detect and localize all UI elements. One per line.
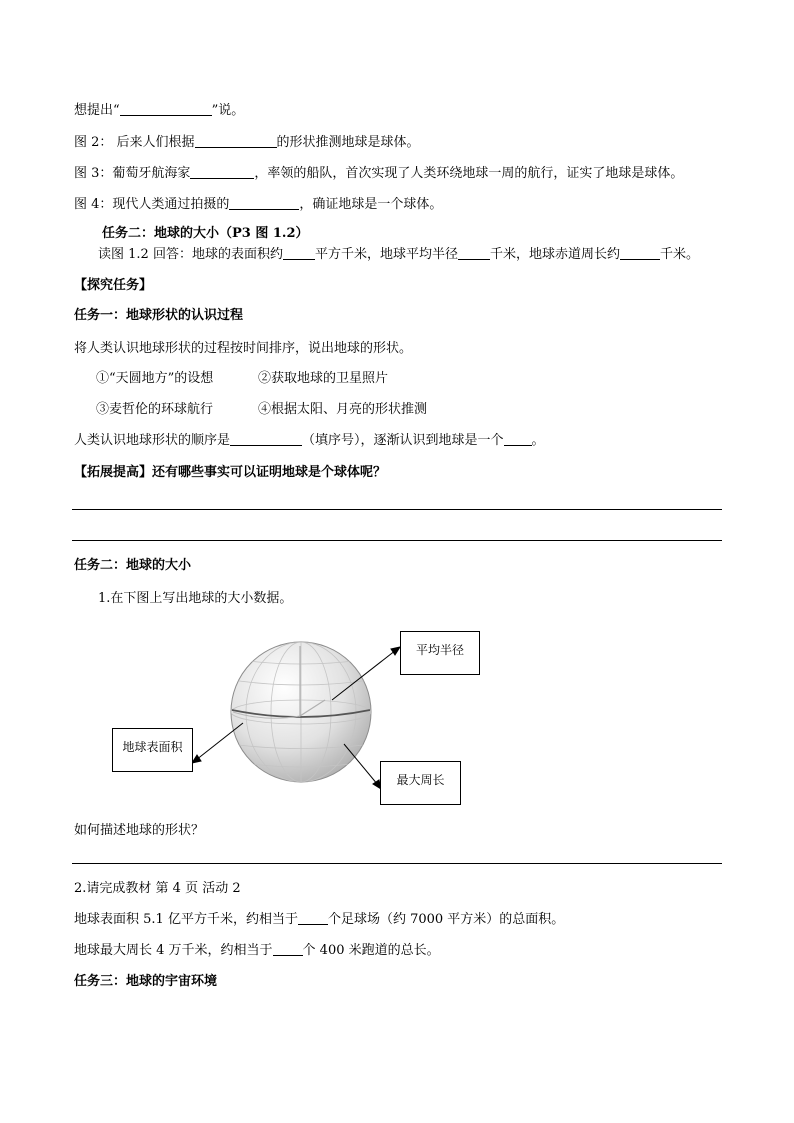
option-3: ③麦哲伦的环球航行 — [96, 402, 214, 417]
extend-question: 【拓展提高】还有哪些事实可以证明地球是个球体呢？ — [74, 465, 387, 480]
fact-surface-area: 地球表面积 5.1 亿平方千米，约相当于 个足球场（约 7000 平方米）的总面积。 — [74, 912, 565, 927]
label-box-area[interactable]: 地球表面积 — [112, 728, 193, 772]
globe — [231, 642, 371, 782]
task2-title: 任务二：地球的大小 — [74, 558, 192, 573]
task3-title: 任务三：地球的宇宙环境 — [74, 974, 218, 989]
line-read-figure: 读图 1.2 回答：地球的表面积约 平方千米，地球平均半径 千米，地球赤道周长约 千米。 — [98, 247, 699, 262]
task1-prompt: 将人类认识地球形状的过程按时间排序，说出地球的形状。 — [74, 341, 413, 356]
option-4: ④根据太阳、月亮的形状推测 — [258, 402, 428, 417]
task2-item1: 1.在下图上写出地球的大小数据。 — [98, 591, 293, 606]
task2-item2: 2.请完成教材 第 4 页 活动 2 — [74, 881, 241, 896]
label-box-circumference[interactable]: 最大周长 — [380, 761, 461, 805]
blank[interactable] — [273, 942, 303, 956]
blank[interactable] — [298, 911, 328, 925]
line-figure-3: 图 3：葡萄牙航海家 ，率领的船队，首次实现了人类环绕地球一周的航行，证实了地球是球体。 — [74, 166, 684, 181]
answer-rule[interactable] — [72, 863, 722, 864]
option-2: ②获取地球的卫星照片 — [258, 371, 389, 386]
line-figure-4: 图 4：现代人类通过拍摄的 ，确证地球是一个球体。 — [74, 197, 443, 212]
line-concept: 想提出“ ”说。 — [74, 103, 245, 118]
task1-title: 任务一：地球形状的认识过程 — [74, 308, 244, 323]
label-box-radius[interactable]: 平均半径 — [400, 631, 480, 675]
line-order: 人类认识地球形状的顺序是 （填序号），逐渐认识到地球是一个 。 — [74, 433, 545, 448]
line-figure-2: 图 2： 后来人们根据 的形状推测地球是球体。 — [74, 135, 420, 150]
explore-heading: 【探究任务】 — [74, 278, 153, 293]
subheading-earth-size: 任务二：地球的大小（P3 图 1.2） — [102, 226, 309, 241]
option-1: ①“天圆地方”的设想 — [96, 371, 214, 386]
fact-circumference: 地球最大周长 4 万千米，约相当于 个 400 米跑道的总长。 — [74, 943, 440, 958]
shape-question: 如何描述地球的形状？ — [74, 823, 205, 838]
